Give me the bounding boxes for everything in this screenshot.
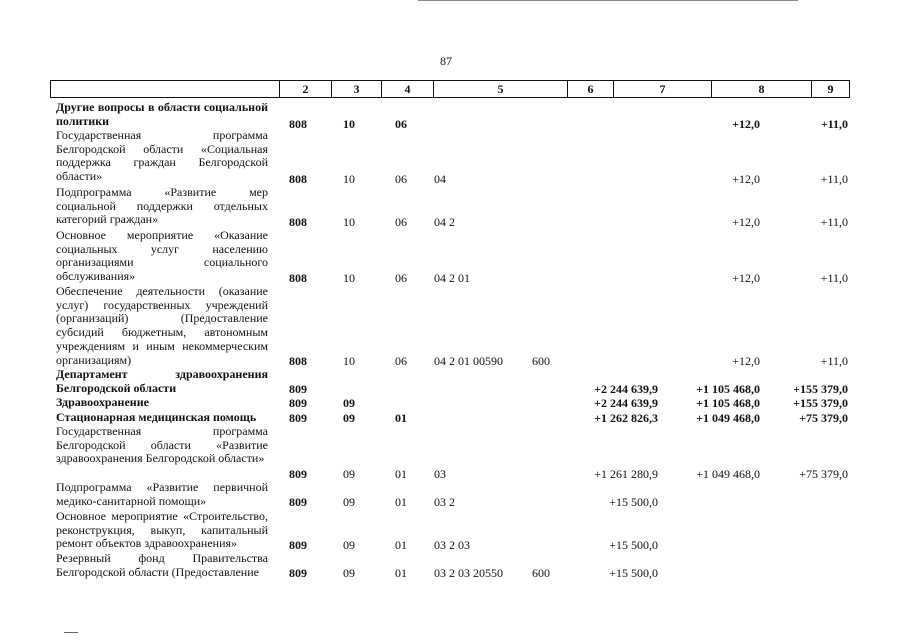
row-col-4: 06 xyxy=(395,271,407,285)
row-col-4: 06 xyxy=(395,117,407,131)
row-col-2: 809 xyxy=(289,495,307,509)
row-col-2: 809 xyxy=(289,566,307,580)
row-col-3: 10 xyxy=(343,271,355,285)
row-col-2: 809 xyxy=(289,538,307,552)
row-col-3: 09 xyxy=(343,467,355,481)
row-col-5: 04 2 xyxy=(434,215,455,229)
header-col-1 xyxy=(51,81,279,97)
row-col-2: 808 xyxy=(289,215,307,229)
row-col-9: +11,0 xyxy=(820,172,848,186)
row-col-9: +75 379,0 xyxy=(799,467,848,481)
page-number: 87 xyxy=(440,54,452,68)
header-col-2: 2 xyxy=(279,81,331,97)
row-col-5: 04 xyxy=(434,172,446,186)
row-col-3: 09 xyxy=(343,538,355,552)
row-col-6: 600 xyxy=(532,354,550,368)
row-col-4: 01 xyxy=(395,538,407,552)
row-col-8: +1 049 468,0 xyxy=(696,467,760,481)
row-col-2: 809 xyxy=(289,382,307,396)
row-col-3: 10 xyxy=(343,215,355,229)
row-col-8: +12,0 xyxy=(732,354,760,368)
row-col-7: +2 244 639,9 xyxy=(594,382,658,396)
row-description: Обеспечение деятельности (оказание услуг) государственных учреждений (организаций) (Предоставление субсидий бюджетным, автономным учреждениям и иным некоммерческим организациям) xyxy=(56,284,268,367)
row-col-3: 09 xyxy=(343,495,355,509)
row-col-9: +75 379,0 xyxy=(799,411,848,425)
row-col-3: 09 xyxy=(343,396,355,410)
row-col-8: +12,0 xyxy=(732,215,760,229)
row-col-2: 808 xyxy=(289,117,307,131)
row-col-4: 01 xyxy=(395,495,407,509)
row-col-3: 10 xyxy=(343,354,355,368)
row-col-2: 808 xyxy=(289,271,307,285)
row-col-9: +155 379,0 xyxy=(793,382,848,396)
row-col-8: +12,0 xyxy=(732,271,760,285)
row-col-8: +1 049 468,0 xyxy=(696,411,760,425)
row-col-7: +15 500,0 xyxy=(609,495,658,509)
row-col-4: 01 xyxy=(395,566,407,580)
row-description: Здравоохранение xyxy=(56,395,149,409)
row-col-8: +1 105 468,0 xyxy=(696,396,760,410)
row-col-5: 03 xyxy=(434,467,446,481)
row-col-7: +1 262 826,3 xyxy=(594,411,658,425)
row-col-7: +2 244 639,9 xyxy=(594,396,658,410)
row-col-4: 01 xyxy=(395,467,407,481)
row-col-8: +1 105 468,0 xyxy=(696,382,760,396)
row-col-2: 809 xyxy=(289,396,307,410)
row-description: Основное мероприятие «Строительство, реконструкция, выкуп, капитальный ремонт объектов здравоохранения» xyxy=(56,509,268,551)
header-col-5: 5 xyxy=(433,81,567,97)
row-col-5: 03 2 xyxy=(434,495,455,509)
row-col-9: +11,0 xyxy=(820,354,848,368)
row-col-4: 06 xyxy=(395,215,407,229)
header-col-6: 6 xyxy=(567,81,613,97)
row-description: Подпрограмма «Развитие мер социальной поддержки отдельных категорий граждан» xyxy=(56,185,268,227)
row-col-2: 809 xyxy=(289,411,307,425)
header-col-3: 3 xyxy=(331,81,381,97)
row-col-9: +11,0 xyxy=(820,117,848,131)
row-col-5: 04 2 01 00590 xyxy=(434,354,503,368)
row-description: Государственная программа Белгородской области «Социальная поддержка граждан Белгородской области» xyxy=(56,128,268,184)
row-description: Подпрограмма «Развитие первичной медико-санитарной помощи» xyxy=(56,480,268,508)
header-col-7: 7 xyxy=(613,81,711,97)
row-col-8: +12,0 xyxy=(732,117,760,131)
row-col-4: 06 xyxy=(395,354,407,368)
header-col-9: 9 xyxy=(811,81,849,97)
row-col-3: 10 xyxy=(343,172,355,186)
row-col-4: 06 xyxy=(395,172,407,186)
row-col-5: 03 2 03 xyxy=(434,538,470,552)
row-col-7: +15 500,0 xyxy=(609,538,658,552)
row-col-9: +11,0 xyxy=(820,271,848,285)
row-description: Стационарная медицинская помощь xyxy=(56,410,257,424)
row-col-3: 09 xyxy=(343,566,355,580)
row-col-5: 03 2 03 20550 xyxy=(434,566,503,580)
row-col-4: 01 xyxy=(395,411,407,425)
row-description: Основное мероприятие «Оказание социальных услуг населению организациями социального обслуживания» xyxy=(56,228,268,284)
row-description: Департамент здравоохранения Белгородской области xyxy=(56,367,268,395)
row-col-2: 808 xyxy=(289,354,307,368)
row-col-7: +1 261 280,9 xyxy=(594,467,658,481)
row-col-5: 04 2 01 xyxy=(434,271,470,285)
header-col-4: 4 xyxy=(381,81,433,97)
row-col-8: +12,0 xyxy=(732,172,760,186)
row-col-2: 809 xyxy=(289,467,307,481)
row-col-9: +11,0 xyxy=(820,215,848,229)
header-col-8: 8 xyxy=(711,81,811,97)
top-edge-line xyxy=(418,0,798,1)
row-col-9: +155 379,0 xyxy=(793,396,848,410)
row-col-3: 10 xyxy=(343,117,355,131)
row-description: Государственная программа Белгородской области «Развитие здравоохранения Белгородской области» xyxy=(56,424,268,466)
scan-mark xyxy=(64,632,78,633)
row-description: Резервный фонд Правительства Белгородской области (Предоставление xyxy=(56,551,268,579)
row-col-6: 600 xyxy=(532,566,550,580)
row-col-2: 808 xyxy=(289,172,307,186)
row-col-7: +15 500,0 xyxy=(609,566,658,580)
row-col-3: 09 xyxy=(343,411,355,425)
table-header xyxy=(50,80,850,98)
row-description: Другие вопросы в области социальной политики xyxy=(56,100,268,128)
